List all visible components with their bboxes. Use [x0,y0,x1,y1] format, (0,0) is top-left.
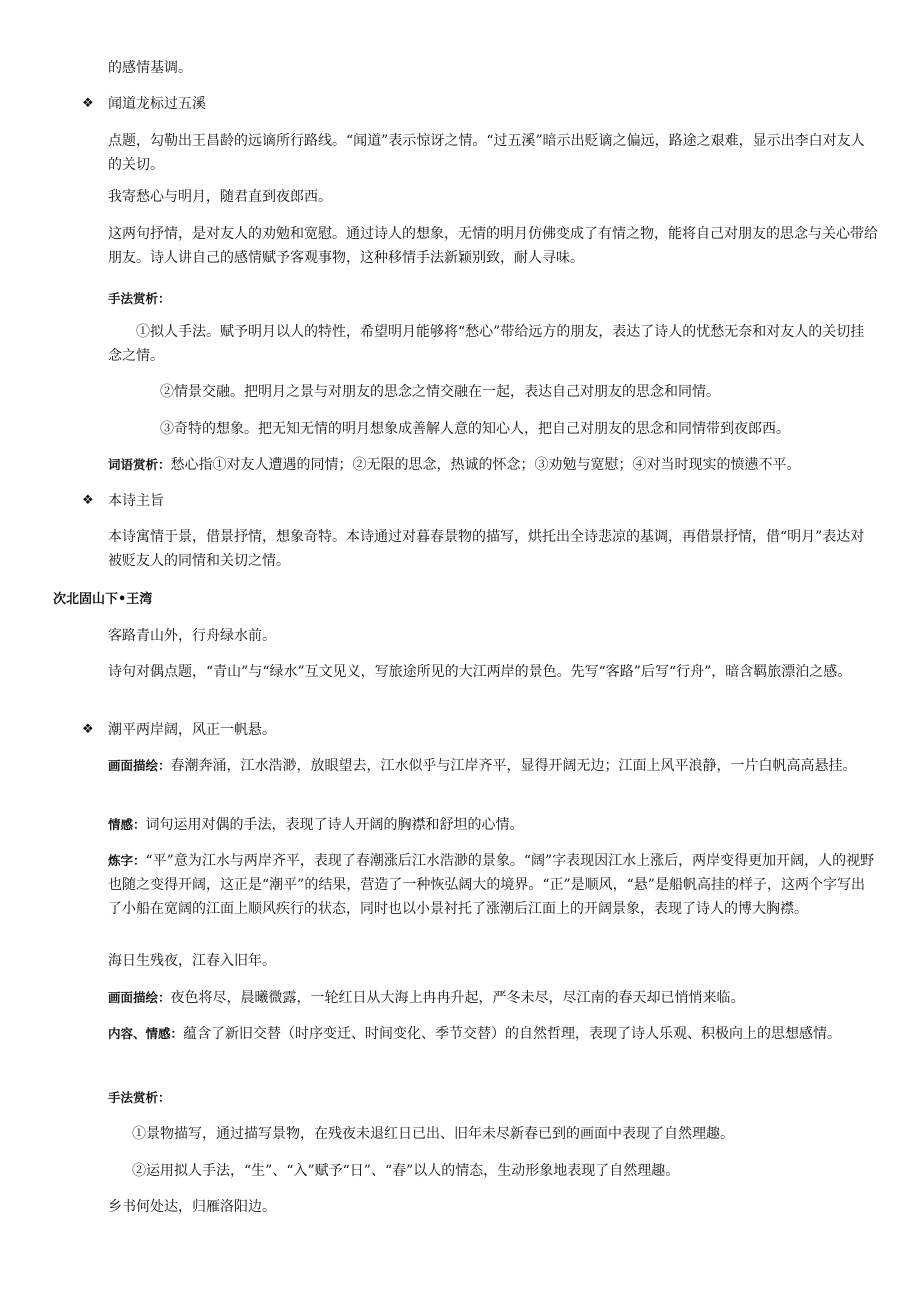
bullet-icon: ❖ [82,96,94,111]
term-text: 夜色将尽，晨曦微露，一轮红日从大海上冉冉升起，严冬未尽，尽江南的春天却已悄悄来临。 [170,990,745,1006]
section-label: 手法赏析： [108,291,171,306]
section-title: 次北固山下•王湾 [53,592,153,607]
term-text: 蕴含了新旧交替（时序变迁、时间变化、季节交替）的自然哲理，表现了诗人乐观、积极向上的思想感情。 [183,1026,842,1042]
term-line [108,1022,878,1046]
term-label: 词语赏析： [108,457,171,472]
section-label: 手法赏析： [108,1090,171,1105]
paragraph: 乡书何处达，归雁洛阳边。 [108,1199,276,1215]
paragraph: ①景物描写，通过描写景物，在残夜未退红日已出、旧年未尽新春已到的画面中表现了自然理趣。 [132,1126,734,1142]
term-label: 情感： [108,817,146,832]
term-line [108,849,878,921]
term-line [108,453,878,477]
paragraph: ②运用拟人手法，“生”、“入”赋予“日”、“春”以人的情态，生动形象地表现了自然理趣。 [132,1163,680,1179]
term-text: 愁心指①对友人遭遇的同情；②无限的思念，热诚的怀念；③劝勉与宽慰；④对当时现实的愤懑不平。 [170,457,801,473]
paragraph: ②情景交融。把明月之景与对朋友的思念之情交融在一起，表达自己对朋友的思念和同情。 [160,384,720,400]
paragraph: 我寄愁心与明月，随君直到夜郎西。 [108,189,332,205]
paragraph: 本诗寓情于景，借景抒情，想象奇特。本诗通过对暮春景物的描写，烘托出全诗悲凉的基调，再借景抒情，借“明月”表达对被贬友人的同情和关切之情。 [108,529,865,569]
paragraph: 客路青山外，行舟绿水前。 [108,628,276,644]
term-line [108,754,878,778]
term-label: 内容、情感： [108,1026,184,1041]
paragraph: 点题，勾勒出王昌龄的远谪所行路线。“闻道”表示惊讶之情。“过五溪”暗示出贬谪之偏远，路途之艰难，显示出李白对友人的关切。 [108,133,865,173]
term-label: 画面描绘： [108,990,171,1005]
bullet-heading: 潮平两岸阔，风正一帆悬。 [108,722,276,738]
term-text: 词句运用对偶的手法，表现了诗人开阔的胸襟和舒坦的心情。 [145,817,524,833]
paragraph: 海日生残夜，江春入旧年。 [108,953,276,969]
paragraph: 这两句抒情，是对友人的劝勉和宽慰。通过诗人的想象，无情的明月仿佛变成了有情之物，能将自己对朋友的思念与关心带给朋友。诗人讲自己的感情赋予客观事物，这种移情手法新颖别致，耐人寻味。 [108,226,878,266]
term-label: 炼字： [108,853,146,868]
term-text: 春潮奔涌，江水浩渺，放眼望去，江水似乎与江岸齐平，显得开阔无边；江面上风平浪静，一片白帆高高悬挂。 [170,758,857,774]
bullet-heading: 闻道龙标过五溪 [108,96,206,112]
term-line [108,986,878,1010]
paragraph: ③奇特的想象。把无知无情的明月想象成善解人意的知心人，把自己对朋友的思念和同情带到夜郎西。 [160,421,790,437]
bullet-heading: 本诗主旨 [108,493,164,509]
term-label: 画面描绘： [108,758,171,773]
paragraph: 诗句对偶点题，“青山”与“绿水”互文见义，写旅途所见的大江两岸的景色。先写“客路”后写“行舟”，暗含羁旅漂泊之感。 [108,664,852,680]
term-line [108,813,878,837]
paragraph: 的感情基调。 [108,60,192,76]
paragraph: ①拟人手法。赋予明月以人的特性，希望明月能够将“愁心”带给远方的朋友，表达了诗人的忧愁无奈和对友人的关切挂念之情。 [108,324,865,364]
term-text: “平”意为江水与两岸齐平，表现了春潮涨后江水浩渺的景象。“阔”字表现因江水上涨后，两岸变得更加开阔，人的视野也随之变得开阔，这正是“潮平”的结果，营造了一种恢弘阔大的境界。“正”是顺风，“悬”是船帆高挂的样子，这两个字写出了小船在宽阔的江面上顺风疾行的状态，同时也以小景衬托了涨潮后江面上的开阔景象，表现了诗人的博大胸襟。 [108,853,875,917]
bullet-icon: ❖ [82,722,94,737]
bullet-icon: ❖ [82,493,94,508]
